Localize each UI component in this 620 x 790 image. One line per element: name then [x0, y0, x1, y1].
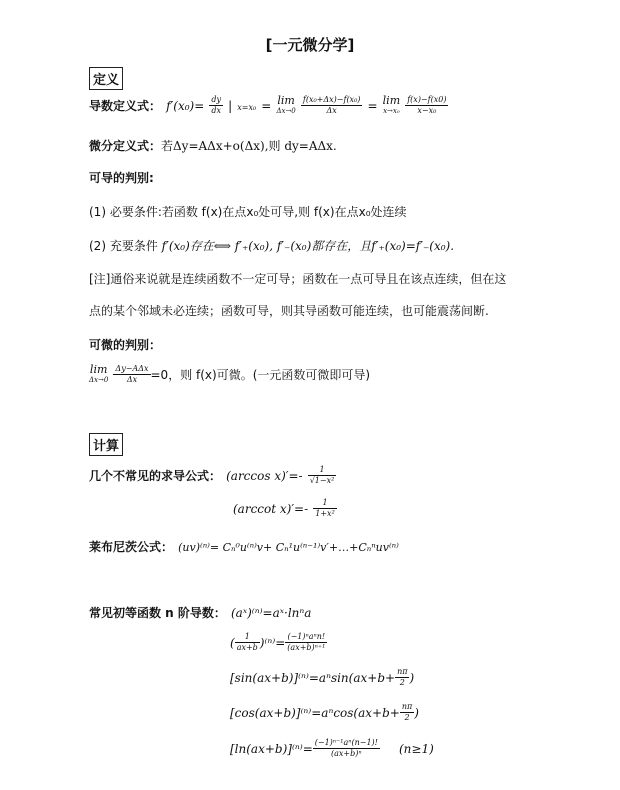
differential-definition: 微分定义式：若Δy=AΔx+o(Δx),则 dy=AΔx. — [89, 139, 337, 153]
nth-derivative-sin: [sin(ax+b)]⁽ⁿ⁾=aⁿsin(ax+b+ $\frac{n\pi}{2}$ ) — [230, 667, 415, 687]
nth-derivative-exp: 常见初等函数 n 阶导数： (aˣ)⁽ⁿ⁾=aˣ·lnⁿa — [89, 606, 312, 620]
nth-derivative-cos: [cos(ax+b)]⁽ⁿ⁾=aⁿcos(ax+b+ $\frac{n\pi}{2}$ ) — [230, 702, 419, 722]
uncommon-formula-1: 几个不常见的求导公式： (arccos x)′=- $\frac{1}{\text{√1−x²}}$ — [89, 465, 335, 485]
section-definition: 定义 — [89, 67, 123, 90]
note-line-2: 点的某个邻域未必连续；函数可导，则其导函数可能连续，也可能震荡间断. — [89, 304, 489, 318]
differentiability-heading: 可导的判别: — [89, 171, 154, 185]
differentiable-test-heading: 可微的判别： — [89, 338, 162, 352]
page-title: [一元微分学] — [265, 36, 355, 54]
note-line-1: [注]通俗来说就是连续函数不一定可导；函数在一点可导且在该点连续，但在这 — [89, 272, 507, 286]
difference-quotient: $\frac{\text{f(x₀+Δx)−f(x₀)}}{\Delta x}$ — [302, 95, 361, 115]
sufficient-condition: (2) 充要条件 f′(x₀)存在⟺ f′₊(x₀), f′₋(x₀)都存在，且f′₊(x₀)=f′₋(x₀). — [89, 239, 455, 253]
nth-derivative-ln: [ln(ax+b)]⁽ⁿ⁾= $\frac{\text{(−1)ⁿ⁻¹aⁿ(n−1)!}}{\text{(ax+b)ⁿ}}$ (n≥1) — [230, 738, 434, 758]
derivative-label: 导数定义式： — [89, 99, 162, 113]
difference-quotient-2: $\frac{f(x)-f(x0)}{\text{x−x₀}}$ — [407, 95, 447, 115]
differentiable-test: lim Δx→0 $\frac{\text{Δy−AΔx}}{\Delta x}$ =0，则 f(x)可微。(一元函数可微即可导) — [89, 362, 371, 384]
limit: lim Δx→0 — [276, 93, 296, 115]
necessary-condition: (1) 必要条件:若函数 f(x)在点x₀处可导,则 f(x)在点x₀处连续 — [89, 205, 407, 219]
section-compute: 计算 — [89, 433, 123, 456]
leibniz-formula: 莱布尼茨公式： (uv)⁽ⁿ⁾= Cₙ⁰u⁽ⁿ⁾v+ Cₙ¹u⁽ⁿ⁻¹⁾v′+…+Cₙⁿuv⁽ⁿ⁾ — [89, 540, 399, 554]
uncommon-formula-2: (arccot x)′=- $\frac{1}{\text{1+x²}}$ — [233, 498, 335, 518]
derivative-definition: 导数定义式： f′(x₀)= $\frac{dy}{dx}$ | x=x₀ = lim Δx→0 $\frac{\text{f(x₀+Δx)−f(x₀)}}{\Delta x}$ = lim x→x₀ $\frac{f(x)-f(x0)}{\text{x−x₀}}$ — [89, 93, 447, 115]
limit: lim x→x₀ — [382, 93, 401, 115]
nth-derivative-reciprocal: ( $\frac{1}{ax+b}$ )⁽ⁿ⁾= $\frac{\text{(−1)ⁿaⁿn!}}{\text{(ax+b)ⁿ⁺¹}}$ — [230, 632, 326, 652]
dy-dx-fraction: $\frac{dy}{dx}$ — [211, 95, 222, 115]
